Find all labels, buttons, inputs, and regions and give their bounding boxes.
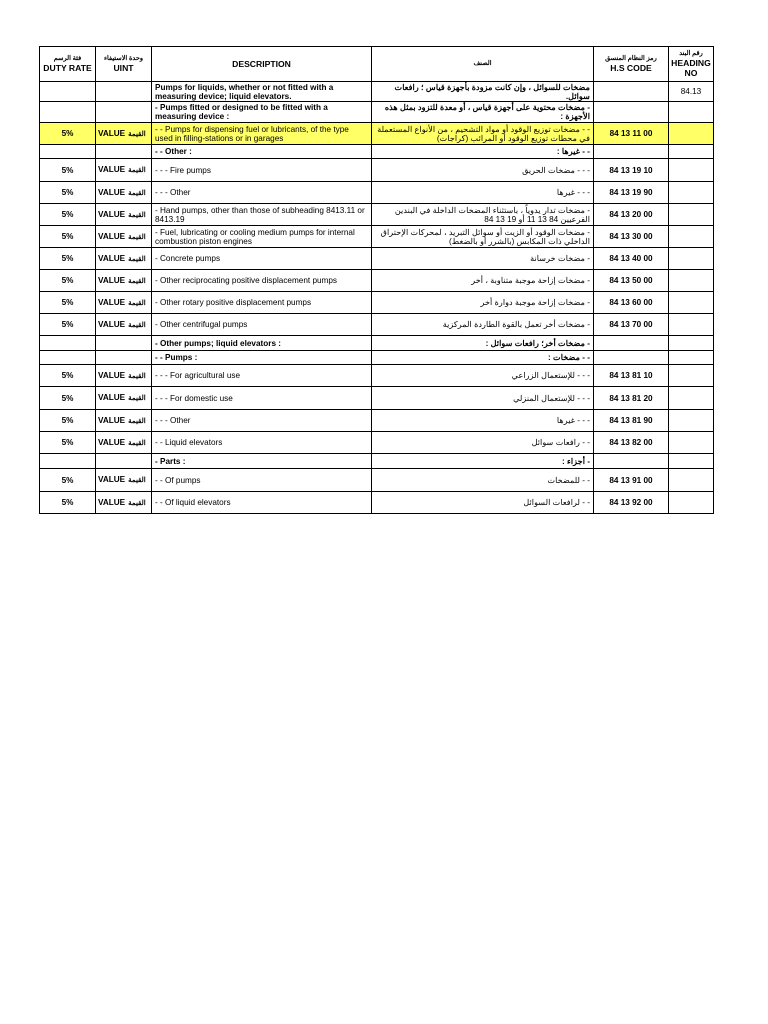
unit-value-ar: القيمة bbox=[128, 477, 146, 484]
unit-cell bbox=[96, 432, 152, 454]
heading-no-header bbox=[669, 47, 714, 82]
duty-rate-cell: 5% bbox=[40, 469, 96, 492]
heading-no-cell bbox=[669, 410, 714, 432]
duty-rate-cell: 5% bbox=[40, 410, 96, 432]
duty-rate-cell bbox=[40, 82, 96, 102]
arabic-description-cell: - مضخات إزاحة موجبة دوارة أخر bbox=[372, 292, 594, 314]
heading-no-cell bbox=[669, 469, 714, 492]
table-row bbox=[40, 469, 714, 492]
table-row bbox=[40, 292, 714, 314]
heading-no-cell bbox=[669, 454, 714, 469]
unit-value: VALUE bbox=[98, 393, 126, 402]
unit-cell bbox=[96, 270, 152, 292]
heading-no-cell bbox=[669, 292, 714, 314]
hs-code-cell: 84 13 82 00 bbox=[594, 432, 669, 454]
hs-code-cell: 84 13 70 00 bbox=[594, 314, 669, 336]
duty-rate-cell: 5% bbox=[40, 432, 96, 454]
unit-value-ar: القيمة bbox=[128, 277, 146, 285]
hs-code-cell: 84 13 60 00 bbox=[594, 292, 669, 314]
unit-header bbox=[96, 47, 152, 82]
unit-cell bbox=[96, 159, 152, 182]
description-cell: - Other reciprocating positive displacement pumps bbox=[152, 270, 372, 292]
description-cell: - - Of pumps bbox=[152, 469, 372, 492]
table-row bbox=[40, 387, 714, 410]
heading-no-cell bbox=[669, 270, 714, 292]
description-cell: - - Pumps : bbox=[152, 351, 372, 365]
unit-value-ar: القيمة bbox=[128, 439, 146, 447]
hs-code-cell bbox=[594, 454, 669, 469]
description-cell: - - - Other bbox=[152, 410, 372, 432]
description-cell: - - - For domestic use bbox=[152, 387, 372, 410]
hs-code-cell bbox=[594, 145, 669, 159]
unit-cell bbox=[96, 226, 152, 248]
table-row bbox=[40, 123, 714, 145]
unit-cell bbox=[96, 336, 152, 351]
unit-cell bbox=[96, 387, 152, 410]
table-row bbox=[40, 492, 714, 514]
hs-code-cell: 84 13 81 10 bbox=[594, 365, 669, 387]
hs-code-cell: 84 13 81 90 bbox=[594, 410, 669, 432]
hs-code-cell: 84 13 81 20 bbox=[594, 387, 669, 410]
unit-value-ar: القيمة bbox=[128, 499, 146, 507]
unit-value: VALUE bbox=[98, 437, 126, 447]
duty-rate-cell bbox=[40, 145, 96, 159]
hs-code-cell: 84 13 50 00 bbox=[594, 270, 669, 292]
duty-rate-cell: 5% bbox=[40, 182, 96, 204]
heading-no-cell bbox=[669, 336, 714, 351]
unit-value-ar: القيمة bbox=[128, 189, 146, 197]
arabic-description-cell: - - رافعات سوائل bbox=[372, 432, 594, 454]
unit-value: VALUE bbox=[98, 319, 126, 329]
duty-rate-cell bbox=[40, 336, 96, 351]
duty-rate-cell: 5% bbox=[40, 314, 96, 336]
unit-cell bbox=[96, 492, 152, 514]
unit-value: VALUE bbox=[98, 475, 126, 484]
unit-value-ar: القيمة bbox=[128, 299, 146, 307]
hs-code-cell: 84 13 30 00 bbox=[594, 226, 669, 248]
arabic-description-cell: - - - مضخات الحريق bbox=[372, 159, 594, 182]
unit-cell bbox=[96, 469, 152, 492]
heading-no-cell bbox=[669, 492, 714, 514]
heading-no-cell bbox=[669, 226, 714, 248]
description-cell: - Concrete pumps bbox=[152, 248, 372, 270]
unit-header-en: UINT bbox=[113, 63, 134, 73]
arabic-description-cell: - - لرافعات السوائل bbox=[372, 492, 594, 514]
unit-value-ar: القيمة bbox=[128, 167, 146, 174]
heading-no-cell bbox=[669, 314, 714, 336]
hs-code-cell: 84 13 19 10 bbox=[594, 159, 669, 182]
unit-cell bbox=[96, 123, 152, 145]
arabic-description-cell: - - مضخات : bbox=[372, 351, 594, 365]
description-cell: - - Liquid elevators bbox=[152, 432, 372, 454]
heading-no-cell bbox=[669, 123, 714, 145]
category-header-ar: الصنف bbox=[473, 60, 492, 67]
hs-code-header-ar: رمز النظام المنسق bbox=[605, 55, 657, 62]
table-row bbox=[40, 270, 714, 292]
unit-cell bbox=[96, 182, 152, 204]
unit-cell bbox=[96, 102, 152, 123]
unit-value: VALUE bbox=[98, 187, 126, 197]
hs-code-cell: 84 13 91 00 bbox=[594, 469, 669, 492]
unit-value-ar: القيمة bbox=[128, 417, 146, 425]
arabic-description-cell: - - - غيرها bbox=[372, 182, 594, 204]
table-row bbox=[40, 410, 714, 432]
heading-no-cell bbox=[669, 387, 714, 410]
unit-value-ar: القيمة bbox=[128, 211, 146, 219]
unit-value: VALUE bbox=[98, 231, 126, 241]
table-row bbox=[40, 336, 714, 351]
unit-value-ar: القيمة bbox=[128, 233, 146, 241]
duty-rate-cell bbox=[40, 102, 96, 123]
arabic-description-cell: - مضخات خرسانة bbox=[372, 248, 594, 270]
unit-cell bbox=[96, 292, 152, 314]
heading-no-cell bbox=[669, 248, 714, 270]
table-row bbox=[40, 365, 714, 387]
unit-value: VALUE bbox=[98, 275, 126, 285]
table-row bbox=[40, 314, 714, 336]
table-row bbox=[40, 82, 714, 102]
heading-no-header-ar: رقم البند bbox=[679, 50, 703, 57]
arabic-description-cell: - مضخات أخر تعمل بالقوة الطاردة المركزية bbox=[372, 314, 594, 336]
arabic-description-cell: - مضخات إزاحة موجبة متناوبة ، أخر bbox=[372, 270, 594, 292]
arabic-description-cell: - - مضخات توزيع الوقود أو مواد التشحيم ، من الأنواع المستعملة في محطات توزيع الوقود أو المرائب (كراجات) bbox=[372, 123, 594, 145]
hs-code-cell: 84 13 11 00 bbox=[594, 123, 669, 145]
hs-code-cell: 84 13 92 00 bbox=[594, 492, 669, 514]
description-header bbox=[152, 47, 372, 82]
heading-no-cell bbox=[669, 204, 714, 226]
unit-value-ar: القيمة bbox=[128, 321, 146, 329]
heading-no-cell bbox=[669, 351, 714, 365]
duty-rate-cell: 5% bbox=[40, 204, 96, 226]
hs-code-cell bbox=[594, 82, 669, 102]
unit-cell bbox=[96, 410, 152, 432]
table-row bbox=[40, 454, 714, 469]
hs-code-header-en: H.S CODE bbox=[610, 63, 652, 73]
description-cell: - Parts : bbox=[152, 454, 372, 469]
description-cell: - Other rotary positive displacement pumps bbox=[152, 292, 372, 314]
duty-rate-cell: 5% bbox=[40, 226, 96, 248]
duty-rate-cell: 5% bbox=[40, 159, 96, 182]
unit-value: VALUE bbox=[98, 497, 126, 507]
duty-rate-header-en: DUTY RATE bbox=[43, 63, 92, 73]
arabic-description-cell: - أجزاء : bbox=[372, 454, 594, 469]
unit-value: VALUE bbox=[98, 297, 126, 307]
hs-code-cell: 84 13 19 90 bbox=[594, 182, 669, 204]
hs-code-cell: 84 13 40 00 bbox=[594, 248, 669, 270]
heading-no-cell bbox=[669, 182, 714, 204]
duty-rate-cell: 5% bbox=[40, 292, 96, 314]
description-cell: - Fuel, lubricating or cooling medium pumps for internal combustion piston engines bbox=[152, 226, 372, 248]
unit-value: VALUE bbox=[98, 415, 126, 425]
duty-rate-cell: 5% bbox=[40, 248, 96, 270]
unit-value: VALUE bbox=[98, 209, 126, 219]
description-cell: - Other centrifugal pumps bbox=[152, 314, 372, 336]
header-row bbox=[40, 47, 714, 82]
table-row bbox=[40, 432, 714, 454]
unit-cell bbox=[96, 204, 152, 226]
unit-value: VALUE bbox=[98, 370, 126, 380]
duty-rate-header-ar: فئة الرسم bbox=[53, 55, 82, 62]
tariff-table bbox=[39, 46, 714, 514]
heading-no-cell bbox=[669, 159, 714, 182]
table-row bbox=[40, 182, 714, 204]
table-row bbox=[40, 145, 714, 159]
heading-no-cell: 84.13 bbox=[669, 82, 714, 102]
heading-no-cell bbox=[669, 145, 714, 159]
arabic-description-cell: - مضخات الوقود أو الزيت أو سوائل التبريد ، لمحركات الإحتراق الداخلي ذات المكابس (بالشرر أو بالضغط) bbox=[372, 226, 594, 248]
unit-value-ar: القيمة bbox=[128, 255, 146, 263]
unit-value-ar: القيمة bbox=[128, 395, 146, 402]
table-row bbox=[40, 204, 714, 226]
unit-cell bbox=[96, 248, 152, 270]
unit-cell bbox=[96, 145, 152, 159]
unit-cell bbox=[96, 82, 152, 102]
arabic-description-cell: - مضخات تدار يدوياً ، باستثناء المضخات الداخلة في البندين الفرعيين 84 13 11 أو 19 13 84 bbox=[372, 204, 594, 226]
arabic-description-cell: - - - للإستعمال الزراعي bbox=[372, 365, 594, 387]
heading-no-cell bbox=[669, 102, 714, 123]
table-row bbox=[40, 351, 714, 365]
arabic-description-cell: - - - غيرها bbox=[372, 410, 594, 432]
description-cell: - Hand pumps, other than those of subheading 8413.11 or 8413.19 bbox=[152, 204, 372, 226]
duty-rate-cell: 5% bbox=[40, 365, 96, 387]
arabic-description-cell: - مضخات أخر؛ رافعات سوائل : bbox=[372, 336, 594, 351]
unit-value: VALUE bbox=[98, 253, 126, 263]
hs-code-cell bbox=[594, 102, 669, 123]
description-header-en: DESCRIPTION bbox=[232, 59, 291, 69]
heading-no-header-en: HEADING NO bbox=[671, 58, 711, 78]
unit-header-ar: وحدة الاستيفاء bbox=[104, 55, 143, 62]
unit-value-ar: القيمة bbox=[128, 130, 146, 138]
duty-rate-header bbox=[40, 47, 96, 82]
unit-cell bbox=[96, 365, 152, 387]
table-row bbox=[40, 248, 714, 270]
arabic-description-cell: - - غيرها : bbox=[372, 145, 594, 159]
unit-cell bbox=[96, 454, 152, 469]
hs-code-cell: 84 13 20 00 bbox=[594, 204, 669, 226]
unit-cell bbox=[96, 351, 152, 365]
hs-code-cell bbox=[594, 351, 669, 365]
table-row bbox=[40, 226, 714, 248]
tariff-body bbox=[40, 82, 714, 514]
duty-rate-cell bbox=[40, 351, 96, 365]
arabic-description-cell: - مضخات محتوية على أجهزة قياس ، أو معدة للتزود بمثل هذه الأجهزة : bbox=[372, 102, 594, 123]
arabic-description-cell: - - للمضخات bbox=[372, 469, 594, 492]
description-cell: - - - For agricultural use bbox=[152, 365, 372, 387]
duty-rate-cell: 5% bbox=[40, 123, 96, 145]
category-header bbox=[372, 47, 594, 82]
duty-rate-cell: 5% bbox=[40, 270, 96, 292]
description-cell: - - Other : bbox=[152, 145, 372, 159]
description-cell: - - Pumps for dispensing fuel or lubricants, of the type used in filling-stations or in garages bbox=[152, 123, 372, 145]
unit-value: VALUE bbox=[98, 128, 126, 138]
arabic-description-cell: - - - للإستعمال المنزلي bbox=[372, 387, 594, 410]
description-cell: - - - Fire pumps bbox=[152, 159, 372, 182]
table-row bbox=[40, 102, 714, 123]
duty-rate-cell: 5% bbox=[40, 492, 96, 514]
heading-no-cell bbox=[669, 365, 714, 387]
description-cell: - - Of liquid elevators bbox=[152, 492, 372, 514]
description-cell: - - - Other bbox=[152, 182, 372, 204]
unit-value: VALUE bbox=[98, 165, 126, 174]
hs-code-header bbox=[594, 47, 669, 82]
arabic-description-cell: مضخات للسوائل ، وإن كانت مزودة بأجهزة قياس ؛ رافعات سوائل. bbox=[372, 82, 594, 102]
unit-value-ar: القيمة bbox=[128, 372, 146, 380]
duty-rate-cell: 5% bbox=[40, 387, 96, 410]
description-cell: - Pumps fitted or designed to be fitted with a measuring device : bbox=[152, 102, 372, 123]
description-cell: Pumps for liquids, whether or not fitted with a measuring device; liquid elevators. bbox=[152, 82, 372, 102]
duty-rate-cell bbox=[40, 454, 96, 469]
heading-no-cell bbox=[669, 432, 714, 454]
table-row bbox=[40, 159, 714, 182]
unit-cell bbox=[96, 314, 152, 336]
description-cell: - Other pumps; liquid elevators : bbox=[152, 336, 372, 351]
hs-code-cell bbox=[594, 336, 669, 351]
